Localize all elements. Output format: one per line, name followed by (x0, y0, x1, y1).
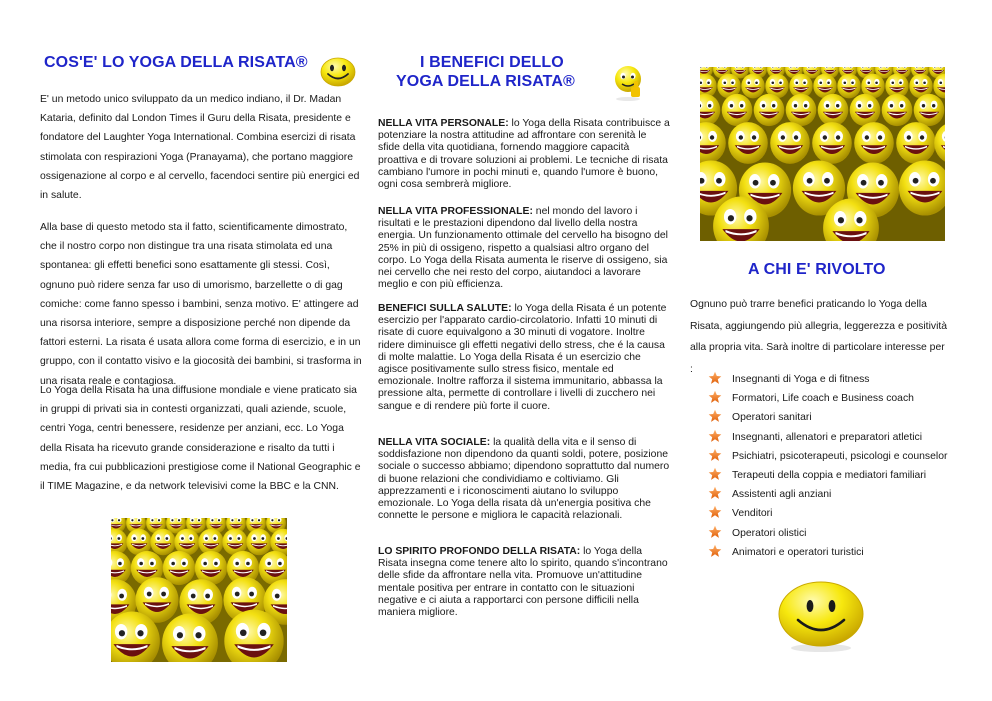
star-icon (708, 486, 722, 500)
audience-item: Operatori olistici (708, 524, 948, 543)
smiley-icon (320, 56, 356, 88)
star-icon (708, 467, 722, 481)
benefit-text: lo Yoga della Risata é un potente esercizio per l'apparato cardio-circolatorio. Infatti 10 minuti di risate di cuore equivalgono a 30 minuti di vogatore. Inoltre ridere diminuisce gli effetti negativi dello stress, che é la causa di molte malattie. Lo Yoga della Risata é un esercizio che agisce positivamente sullo stress fisico, mentale ed emozionale. Inoltre rafforza il sistema immunitario, abbassa la pressione alta, permette di controllare i livelli di zucchero nei sangue e di rendere più forte il cuore. (378, 303, 667, 412)
benefit-text: nel mondo del lavoro i risultati e le prestazioni dipendono dal livello della nostra energia. Un funzionamento ottimale del cervello ha bisogno del 25% in più di ossigeno, rispetto a qualsiasi altro organo del corpo. Lo Yoga della Risata aumenta le riserve di ossigeno, sia nei cervello che nei resto del corpo, aiutandoci a lavorare meglio e con più efficienza. (378, 206, 668, 291)
star-icon (708, 525, 722, 539)
right-title: A CHI E' RIVOLTO (748, 261, 886, 278)
audience-item: Venditori (708, 504, 948, 523)
star-icon (708, 429, 722, 443)
benefit-text: lo Yoga della Risata insegna come tenere alto lo spirito, quando s'incontrano delle sfide da affrontare nella vita. Promuove un'attitudine mentale positiva per entrare in contatto con le situazioni negative e ci aiuta a rapportarci con persone difficili nella maniera migliore. (378, 546, 668, 619)
audience-item: Terapeuti della coppia e mediatori familiari (708, 466, 948, 485)
thumbs-up-smiley-icon (603, 59, 653, 105)
audience-item: Insegnanti, allenatori e preparatori atletici (708, 428, 948, 447)
right-intro: Ognuno può trarre benefici praticando lo Yoga della Risata, aggiungendo più allegria, leggerezza e positività alla propria vita. Sarà inoltre di particolare interesse per : (690, 299, 948, 375)
left-para-3: Lo Yoga della Risata ha una diffusione mondiale e viene praticato sia in gruppi di privati sia in contesti organizzati, quali aziende, scuole, centri Yoga, centri benessere, residenze per anziani, ecc. Lo Yoga della Risata ha ricevuto grande considerazione e risalto da tutti i media, fra cui pubblicazioni prestigiose come il National Geographic e il TIME Magazine, e da network televisivi come la BBC e la CNN. (40, 385, 361, 493)
benefit-professional (378, 206, 670, 291)
benefit-spirit (378, 546, 670, 619)
audience-list (708, 370, 948, 562)
star-icon (708, 390, 722, 404)
benefit-heading: BENEFICI SULLA SALUTE: (378, 303, 512, 314)
benefit-heading: NELLA VITA PROFESSIONALE: (378, 206, 533, 217)
middle-title-line-1: I BENEFICI DELLO (420, 54, 564, 71)
benefit-heading: LO SPIRITO PROFONDO DELLA RISATA: (378, 546, 581, 557)
left-title: COS'E' LO YOGA DELLA RISATA® (44, 54, 308, 71)
audience-item: Operatori sanitari (708, 408, 948, 427)
star-icon (708, 448, 722, 462)
audience-item: Psichiatri, psicoterapeuti, psicologi e counselor (708, 447, 948, 466)
left-para-1: E' un metodo unico sviluppato da un medico indiano, il Dr. Madan Kataria, definito dal London Times il Guru della Risata, presidente e fondatore del Laughter Yoga International. Combina esercizi di risata stimolata con respirazioni Yoga (Pranayama), che portano maggiore ossigenazione al corpo e al cervello, facendoci sentire più energici ed in salute. (40, 94, 360, 202)
audience-item: Animatori e operatori turistici (708, 543, 948, 562)
benefit-heading: NELLA VITA PERSONALE: (378, 118, 509, 129)
benefit-text: la qualità della vita e il senso di soddisfazione non dipendono da quanti soldi, potere, posizione sociale o successo abbiamo; dipendono soprattutto dal numero di buone relazioni che condividiamo e coltiviamo. Gli apprezzamenti e i riconoscimenti aiutano lo sviluppo emozionale. Lo Yoga della risata dà un'energia positiva che connette le persone e migliora le capacità relazionali. (378, 437, 670, 522)
benefit-personal (378, 118, 670, 191)
star-icon (708, 544, 722, 558)
star-icon (708, 505, 722, 519)
benefit-heading: NELLA VITA SOCIALE: (378, 437, 491, 448)
star-icon (708, 409, 722, 423)
smiley-crowd-image-large (700, 67, 945, 241)
big-smiley-icon (776, 580, 866, 654)
benefit-social (378, 437, 670, 522)
benefit-text: lo Yoga della Risata contribuisce a potenziare la nostra attitudine ad affrontare con serenità le sfide della vita quotidiana, fornendo maggiore capacità proattiva e di trovare soluzioni ai problemi. Le tecniche di risata cambiano l'umore in pochi minuti e, quando l'umore è buono, ogni cosa sembrerà migliore. (378, 118, 670, 191)
audience-item: Formatori, Life coach e Business coach (708, 389, 948, 408)
star-icon (708, 371, 722, 385)
audience-item: Assistenti agli anziani (708, 485, 948, 504)
middle-title-line-2: YOGA DELLA RISATA® (396, 73, 575, 90)
audience-item: Insegnanti di Yoga e di fitness (708, 370, 948, 389)
smiley-crowd-image (111, 518, 287, 662)
benefit-health (378, 303, 670, 413)
left-para-2: Alla base di questo metodo sta il fatto, scientificamente dimostrato, che il nostro corpo non distingue tra una risata stimolata ed una spontanea: gli effetti benefici sono esattamente gli stessi. Così, ognuno può ridere senza far uso di umorismo, barzellette o di gag comiche: come fanno spesso i bambini, senza motivo. E' attingere ad una risorsa interiore, sempre a disposizione perché non dipende da fattori esterni. La risata é usata allora come forma di esercizio, e in un gruppo, con il contatto visivo e la giocosità dei bambini, si trasforma in una risata reale e contagiosa. (40, 222, 362, 387)
